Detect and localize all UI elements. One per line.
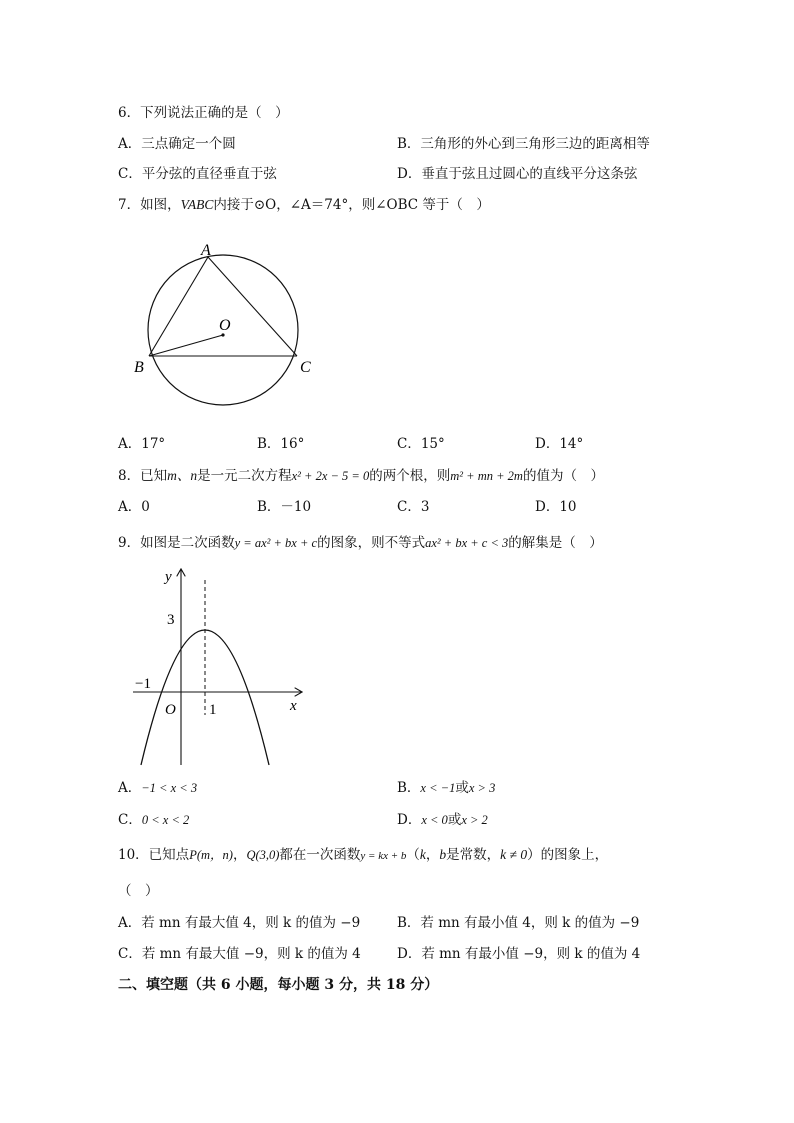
q9-option-d xyxy=(397,811,488,829)
q8-equation: x² + 2x − 5 = 0 xyxy=(291,469,370,483)
q9-label-1: 1 xyxy=(209,702,217,718)
q7-label-a: A xyxy=(201,242,211,259)
q7-stem xyxy=(118,196,490,214)
q10-point-p: P(m，n) xyxy=(189,848,233,862)
q7-side-ab xyxy=(149,257,208,356)
q9-stem xyxy=(118,534,603,552)
q7-option-c: C．15° xyxy=(397,436,445,452)
q10-option-b: B．若 mn 有最小值 4，则 k 的值为 −9 xyxy=(397,915,640,931)
q7-stem-suffix: 内接于⊙O，∠A＝74°，则∠OBC 等于（ ） xyxy=(213,197,490,213)
q8-option-d: D．10 xyxy=(535,499,577,515)
q7-label-c: C xyxy=(300,359,311,376)
q9-inequality: ax² + bx + c < 3 xyxy=(425,536,509,550)
q8-mn: m、n xyxy=(167,468,198,483)
q7-stem-prefix: 7．如图， xyxy=(118,197,181,213)
q9-option-a xyxy=(118,779,197,797)
q7-option-d: D．14° xyxy=(535,436,584,452)
q10-option-a: A．若 mn 有最大值 4，则 k 的值为 −9 xyxy=(118,915,361,931)
q6-option-d: D．垂直于弦且过圆心的直线平分这条弦 xyxy=(397,166,638,182)
q10-stem-suffix: ）的图象上， xyxy=(527,847,609,863)
q9-label-y: y xyxy=(165,569,172,585)
q9-label-x: x xyxy=(290,698,297,714)
q9-function: y = ax² + bx + c xyxy=(234,536,318,550)
q9-label-origin: O xyxy=(165,702,176,718)
q10-stem-mid: 都在一次函数 xyxy=(279,847,361,863)
q7-option-a: A．17° xyxy=(118,436,166,452)
q10-k: k xyxy=(419,847,426,862)
q7-circle-figure xyxy=(125,238,325,418)
q8-expression: m² + mn + 2m xyxy=(450,469,523,483)
q9-option-b-label: B． xyxy=(397,780,421,796)
q8-stem-prefix: 8．已知 xyxy=(118,468,168,484)
q7-option-b: B．16° xyxy=(257,436,305,452)
q9-label-minus1: −1 xyxy=(135,676,151,692)
q9-option-d-label: D． xyxy=(397,812,422,828)
q9-option-b-expr2: x > 3 xyxy=(468,781,496,795)
q9-option-c xyxy=(118,811,189,829)
q10-separator: ， xyxy=(232,847,247,863)
q10-stem xyxy=(118,846,608,865)
q9-option-c-expr: 0 < x < 2 xyxy=(141,813,190,827)
q10-option-c: C．若 mn 有最大值 −9，则 k 的值为 4 xyxy=(118,946,361,962)
q8-option-c: C．3 xyxy=(397,499,430,515)
q8-option-a: A．0 xyxy=(118,499,150,515)
q9-option-a-label: A． xyxy=(118,780,142,796)
q8-stem-suffix: 的值为（ ） xyxy=(522,468,604,484)
q9-label-3: 3 xyxy=(167,612,175,628)
q7-side-ac xyxy=(208,257,297,356)
q6-option-a: A．三点确定一个圆 xyxy=(118,136,236,152)
q6-stem: 6．下列说法正确的是（ ） xyxy=(118,105,289,121)
q7-triangle: VABC xyxy=(180,197,214,212)
q9-option-b-or: 或 xyxy=(455,780,469,796)
q9-option-c-label: C． xyxy=(118,812,142,828)
q9-stem-suffix: 的解集是（ ） xyxy=(508,535,603,551)
q9-option-b xyxy=(397,779,495,797)
q10-option-d: D．若 mn 有最小值 −9，则 k 的值为 4 xyxy=(397,946,641,962)
q9-option-b-expr1: x < −1 xyxy=(420,781,456,795)
q9-option-d-or: 或 xyxy=(447,812,462,828)
q10-comma: ， xyxy=(425,847,440,863)
q10-answer-blank: （ ） xyxy=(118,883,159,899)
q9-stem-prefix: 9．如图是二次函数 xyxy=(118,535,235,551)
q10-function: y = kx + b xyxy=(360,850,407,862)
q10-point-q: Q(3,0) xyxy=(246,848,280,862)
q9-parabola-figure xyxy=(125,560,310,770)
q10-stem-prefix: 10．已知点 xyxy=(118,847,190,863)
q10-const: 是常数， xyxy=(446,847,501,863)
q7-label-b: B xyxy=(134,359,144,376)
q6-option-c: C．平分弦的直径垂直于弦 xyxy=(118,166,277,182)
q10-paren-open: （ xyxy=(406,847,420,863)
q6-option-b: B．三角形的外心到三角形三边的距离相等 xyxy=(397,136,650,152)
q8-stem-mid: 是一元二次方程 xyxy=(197,468,292,484)
q8-stem-mid2: 的两个根，则 xyxy=(369,468,451,484)
q8-stem xyxy=(118,467,604,485)
q7-label-o: O xyxy=(219,317,231,334)
q10-condition: k ≠ 0 xyxy=(500,847,528,862)
q9-stem-mid: 的图象，则不等式 xyxy=(317,535,426,551)
q8-option-b: B．－10 xyxy=(257,499,312,515)
q9-option-d-expr1: x < 0 xyxy=(421,813,448,827)
q9-option-a-expr: −1 < x < 3 xyxy=(141,781,198,795)
section-2-heading: 二、填空题（共 6 小题，每小题 3 分，共 18 分） xyxy=(118,977,439,993)
q9-option-d-expr2: x > 2 xyxy=(461,813,488,827)
q10-b: b xyxy=(439,847,447,862)
